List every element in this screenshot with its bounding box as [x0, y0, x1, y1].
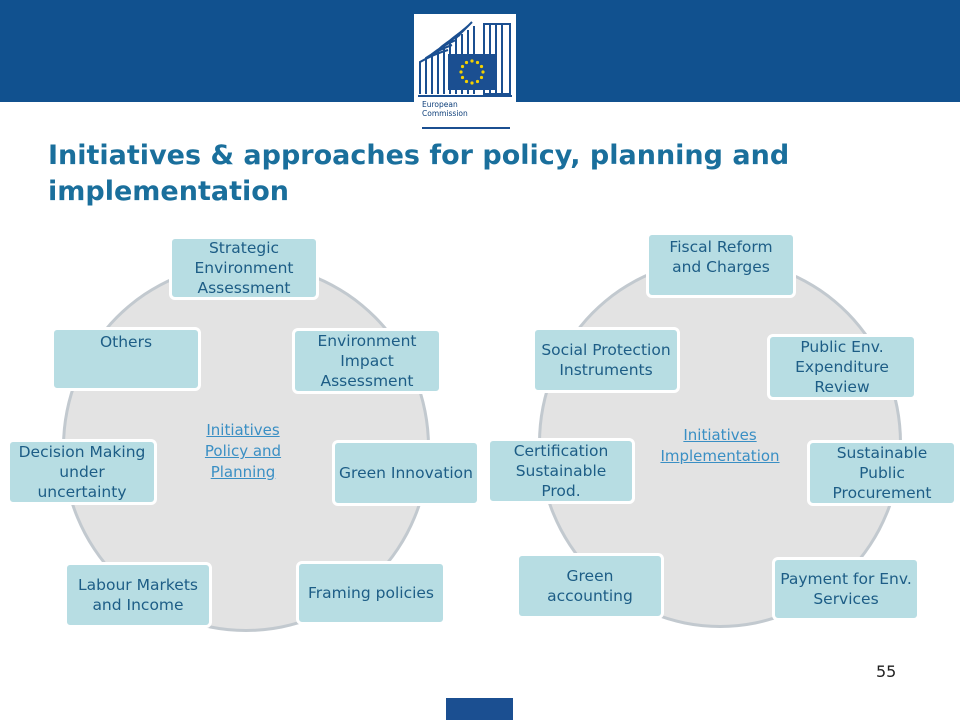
node-social-protection-instruments: Social Protection Instruments: [532, 327, 680, 393]
node-decision-making-under-uncertainty: Decision Making under uncertainty: [7, 439, 157, 505]
logo-line-1: European: [422, 100, 458, 109]
right-center-link[interactable]: Initiatives Implementation: [660, 426, 780, 465]
logo-line-2: Commission: [422, 109, 468, 118]
node-others: Others: [51, 327, 201, 391]
left-center-link[interactable]: Initiatives Policy and Planning: [204, 421, 282, 481]
node-payment-for-env-services: Payment for Env. Services: [772, 557, 920, 621]
node-sustainable-public-procurement: Sustainable Public Procurement: [807, 440, 957, 506]
node-public-env-expenditure-review: Public Env. Expenditure Review: [767, 334, 917, 400]
logo-text: [422, 100, 468, 118]
page-title: Initiatives & approaches for policy, planning and implementation: [48, 140, 790, 207]
page-number: 55: [876, 662, 897, 681]
node-labour-markets-and-income: Labour Markets and Income: [64, 562, 212, 628]
node-strategic-environment-assessment: Strategic Environment Assessment: [169, 236, 319, 300]
bottom-flag-bar: [446, 698, 513, 720]
node-environment-impact-assessment: Environment Impact Assessment: [292, 328, 442, 394]
node-green-innovation: Green Innovation: [332, 440, 480, 506]
node-framing-policies: Framing policies: [296, 561, 446, 625]
european-commission-logo: [414, 14, 516, 134]
node-fiscal-reform-and-charges: Fiscal Reform and Charges: [646, 232, 796, 298]
node-green-accounting: Green accounting: [516, 553, 664, 619]
node-certification-sustainable-prod: Certification Sustainable Prod.: [487, 438, 635, 504]
